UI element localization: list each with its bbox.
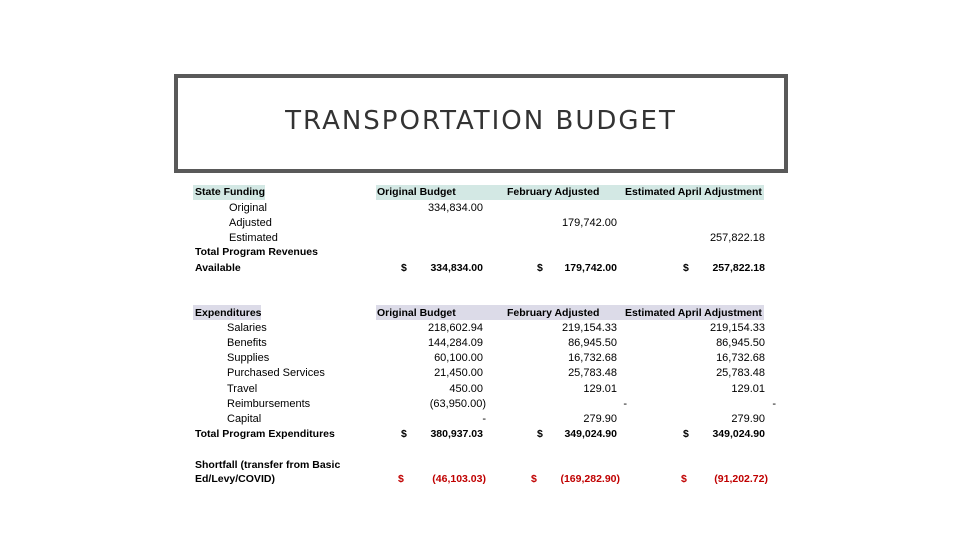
expense-row-col3: 279.90 [731, 413, 765, 425]
expense-row-col3: - [772, 398, 776, 410]
currency-symbol: $ [537, 428, 543, 440]
expense-row-col2: - [623, 398, 627, 410]
total-expenditures-label: Total Program Expenditures [195, 428, 335, 440]
state-funding-label: State Funding [195, 186, 265, 198]
shortfall-currency: $ [531, 473, 537, 485]
col3-header: Estimated April Adjustment [625, 186, 762, 198]
total-revenues-col3: 257,822.18 [712, 262, 765, 274]
expense-row-col3: 129.01 [731, 383, 765, 395]
expense-row-col1: 60,100.00 [434, 352, 483, 364]
expense-row-col2: 219,154.33 [561, 322, 617, 334]
revenue-row-col3: 257,822.18 [709, 232, 765, 244]
total-revenues-col1: 334,834.00 [430, 262, 483, 274]
currency-symbol: $ [683, 428, 689, 440]
total-expenditures-col1: 380,937.03 [430, 428, 483, 440]
col1-header: Original Budget [377, 186, 456, 198]
currency-symbol: $ [537, 262, 543, 274]
expense-row-label: Supplies [227, 352, 270, 364]
total-revenues-label: Total Program Revenues [195, 246, 318, 258]
total-expenditures-col3: 349,024.90 [712, 428, 765, 440]
col2-header: February Adjusted [507, 186, 600, 198]
col3-header: Estimated April Adjustment [625, 307, 762, 319]
expense-row-col1: 218,602.94 [427, 322, 483, 334]
expense-row-col1: - [482, 413, 486, 425]
revenue-row-label: Original [229, 202, 267, 214]
expense-row-col3: 219,154.33 [709, 322, 765, 334]
revenue-row-col1: 334,834.00 [427, 202, 483, 214]
expense-row-label: Benefits [227, 337, 267, 349]
expense-row-col2: 129.01 [583, 383, 617, 395]
shortfall-label-2: Ed/Levy/COVID) [195, 473, 275, 485]
expense-row-col1: (63,950.00) [429, 398, 486, 410]
expense-row-col2: 279.90 [583, 413, 617, 425]
expense-row-col3: 25,783.48 [716, 367, 765, 379]
expense-row-col1: 21,450.00 [434, 367, 483, 379]
expense-row-label: Travel [227, 383, 258, 395]
col1-header: Original Budget [377, 307, 456, 319]
expense-row-col1: 450.00 [449, 383, 483, 395]
col2-header: February Adjusted [507, 307, 600, 319]
revenue-row-label: Adjusted [229, 217, 272, 229]
shortfall-currency: $ [398, 473, 404, 485]
expense-row-label: Capital [227, 413, 262, 425]
shortfall-col3: (91,202.72) [714, 473, 768, 485]
expense-row-col3: 86,945.50 [716, 337, 765, 349]
revenue-row-label: Estimated [229, 232, 278, 244]
expense-row-label: Reimbursements [227, 398, 311, 410]
shortfall-col2: (169,282.90) [560, 473, 620, 485]
expense-row-col3: 16,732.68 [716, 352, 765, 364]
currency-symbol: $ [683, 262, 689, 274]
title-box [174, 74, 788, 173]
total-expenditures-col2: 349,024.90 [564, 428, 617, 440]
expense-row-col1: 144,284.09 [427, 337, 483, 349]
expense-row-col2: 25,783.48 [568, 367, 617, 379]
expense-row-label: Salaries [227, 322, 267, 334]
revenue-row-col2: 179,742.00 [561, 217, 617, 229]
page-title: TRANSPORTATION BUDGET [285, 105, 677, 136]
expenditures-label: Expenditures [195, 307, 262, 319]
currency-symbol: $ [401, 428, 407, 440]
currency-symbol: $ [401, 262, 407, 274]
expense-row-col2: 86,945.50 [568, 337, 617, 349]
expense-row-col2: 16,732.68 [568, 352, 617, 364]
shortfall-currency: $ [681, 473, 687, 485]
shortfall-col1: (46,103.03) [432, 473, 486, 485]
total-revenues-label-2: Available [195, 262, 241, 274]
shortfall-label: Shortfall (transfer from Basic [195, 459, 341, 471]
expense-row-label: Purchased Services [227, 367, 325, 379]
total-revenues-col2: 179,742.00 [564, 262, 617, 274]
